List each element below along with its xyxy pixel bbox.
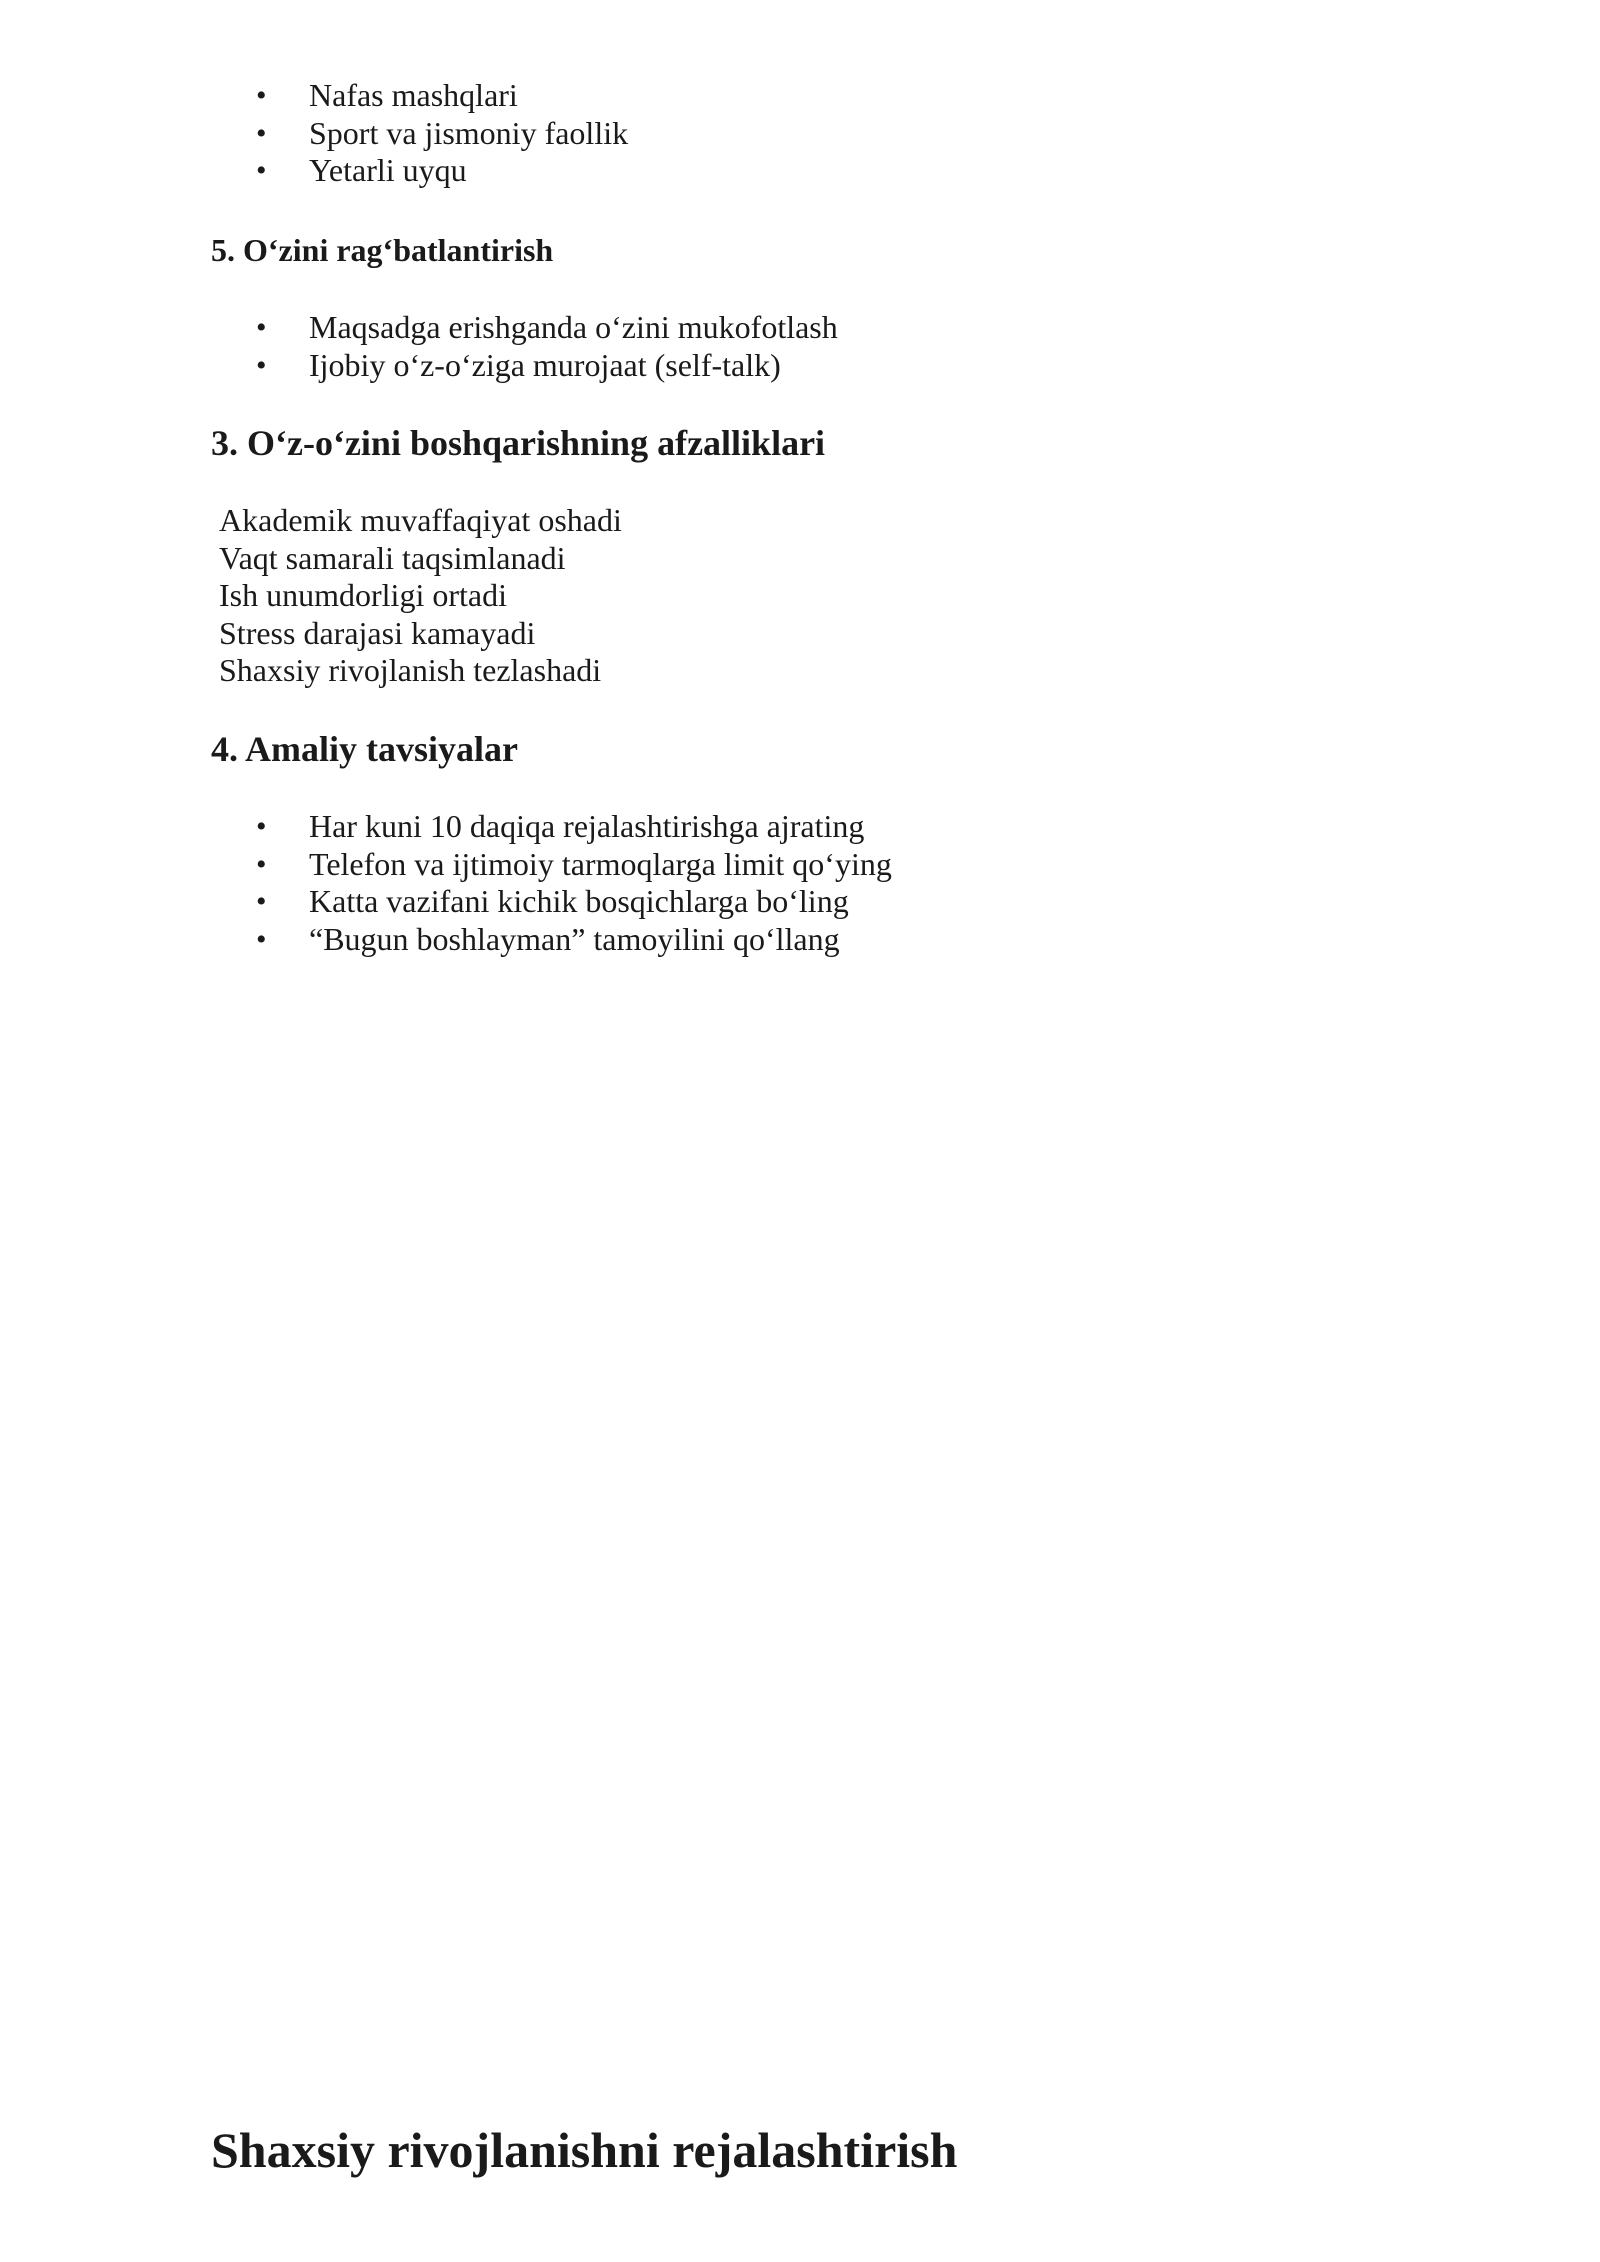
list-item [0,921,892,959]
list-item [0,808,892,846]
list-item [0,115,628,153]
bullet-list-section4 [0,808,892,958]
list-item [0,77,628,115]
list-item [0,883,892,921]
list-item: Vaqt samarali taqsimlanadi [219,539,566,576]
bullet-icon: • [256,922,267,956]
bullet-icon: • [256,311,267,344]
list-item-text: Har kuni 10 daqiqa rejalashtirishga ajrating [309,808,865,844]
bullet-icon: • [256,810,267,843]
list-item [0,347,838,385]
list-item-text: Yetarli uyqu [309,152,467,188]
list-item: Ish unumdorligi ortadi [219,577,507,613]
list-item-text: Katta vazifani kichik bosqichlarga bo‘ling [309,883,849,919]
benefits-list [219,502,622,690]
bullet-icon: • [256,885,267,918]
next-section-title: Shaxsiy rivojlanishni rejalashtirish [211,2122,958,2178]
list-item [0,152,628,190]
list-item: Stress darajasi kamayadi [219,614,536,651]
list-item: Shaxsiy rivojlanish tezlashadi [219,652,602,688]
bullet-icon: • [256,154,267,187]
bullet-icon: • [256,847,267,881]
section-heading-3: 3. O‘z-o‘zini boshqarishning afzalliklari [211,423,826,463]
bullet-icon: • [256,116,267,150]
list-item-text: Nafas mashqlari [309,77,518,113]
list-item [0,309,838,347]
list-item-text: Ijobiy o‘z-o‘ziga murojaat (self-talk) [309,346,781,383]
list-item-text: “Bugun boshlayman” tamoyilini qo‘llang [309,920,840,957]
list-item: Akademik muvaffaqiyat oshadi [219,502,622,538]
list-item [0,846,892,884]
bullet-list-top [0,77,628,190]
section-heading-5: 5. O‘zini rag‘batlantirish [211,232,554,268]
bullet-icon: • [256,348,267,382]
bullet-list-section5 [0,309,838,384]
list-item-text: Sport va jismoniy faollik [309,114,629,151]
section-heading-4: 4. Amaliy tavsiyalar [211,729,518,769]
list-item-text: Telefon va ijtimoiy tarmoqlarga limit qo‘ying [309,845,892,882]
bullet-icon: • [256,79,267,112]
list-item-text: Maqsadga erishganda o‘zini mukofotlash [309,309,838,345]
